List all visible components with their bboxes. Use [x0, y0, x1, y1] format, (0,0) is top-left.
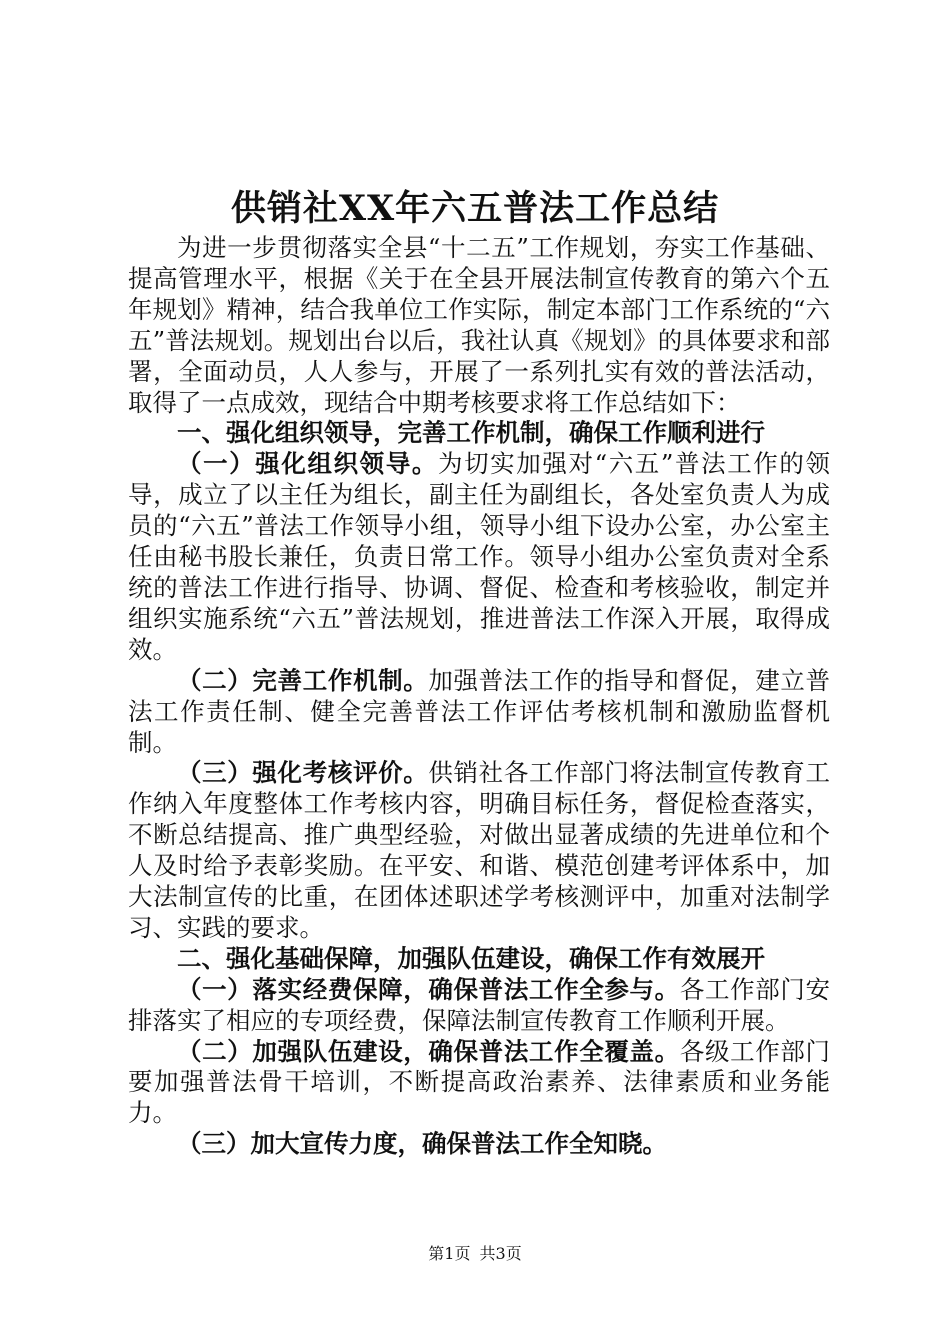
section-2-item-3-lead: （三）加大宣传力度，确保普法工作全知晓。: [177, 1129, 667, 1159]
section-1-item-1: [128, 449, 830, 665]
section-1-item-2-lead: （二）完善工作机制。: [177, 665, 429, 695]
section-1-item-3: [128, 758, 830, 943]
section-2-item-2-lead: （二）加强队伍建设，确保普法工作全覆盖。: [177, 1036, 680, 1066]
section-2-item-1: [128, 975, 830, 1037]
section-1-item-2-text: 加强普法工作的指导和督促，建立普法工作责任制、健全完善普法工作评估考核机制和激励监督机制。: [128, 665, 831, 757]
intro-paragraph: 为进一步贯彻落实全县“十二五”工作规划，夯实工作基础、提高管理水平，根据《关于在全县开展法制宣传教育的第六个五年规划》精神，结合我单位工作实际，制定本部门工作系统的“六五”普法规划。规划出台以后，我社认真《规划》的具体要求和部署，全面动员，人人参与，开展了一系列扎实有效的普法活动，取得了一点成效，现结合中期考核要求将工作总结如下：: [128, 233, 830, 417]
section-2-item-1-lead: （一）落实经费保障，确保普法工作全参与。: [177, 974, 680, 1004]
section-2-heading: 二、强化基础保障，加强队伍建设，确保工作有效展开: [177, 943, 765, 973]
section-1-item-1-lead: （一）强化组织领导。: [177, 449, 438, 479]
section-1-item-2: [128, 666, 830, 759]
section-1-item-3-lead: （三）强化考核评价。: [177, 758, 429, 788]
section-1-item-3-text: 供销社各工作部门将法制宣传教育工作纳入年度整体工作考核内容，明确目标任务，督促检查落实，不断总结提高、推广典型经验，对做出显著成绩的先进单位和个人及时给予表彰奖励。在平安、和谐、模范创建考评体系中，加大法制宣传的比重，在团体述职述学考核测评中，加重对法制学习、实践的要求。: [128, 758, 831, 942]
section-1-item-1-text: 为切实加强对“六五”普法工作的领导，成立了以主任为组长，副主任为副组长，各处室负责人为成员的“六五”普法工作领导小组，领导小组下设办公室，办公室主任由秘书股长兼任，负责日常工作。领导小组办公室负责对全系统的普法工作进行指导、协调、督促、检查和考核验收，制定并组织实施系统“六五”普法规划，推进普法工作深入开展，取得成效。: [128, 449, 830, 664]
section-2-item-2-text: 各级工作部门要加强普法骨干培训，不断提高政治素养、法律素质和业务能力。: [128, 1036, 831, 1128]
section-2-item-1-text: 各工作部门安排落实了相应的专项经费，保障法制宣传教育工作顺利开展。: [128, 974, 831, 1035]
section-2-item-3: [128, 1129, 830, 1160]
section-1-heading: 一、强化组织领导，完善工作机制，确保工作顺利进行: [177, 418, 765, 448]
document-body: [128, 233, 830, 1160]
page-number: 第1页: [428, 1244, 471, 1263]
document-title: 供销社XX年六五普法工作总结: [230, 188, 720, 229]
page-total: 共3页: [479, 1244, 522, 1263]
section-2-item-2: [128, 1037, 830, 1130]
page-footer: [0, 1243, 950, 1265]
